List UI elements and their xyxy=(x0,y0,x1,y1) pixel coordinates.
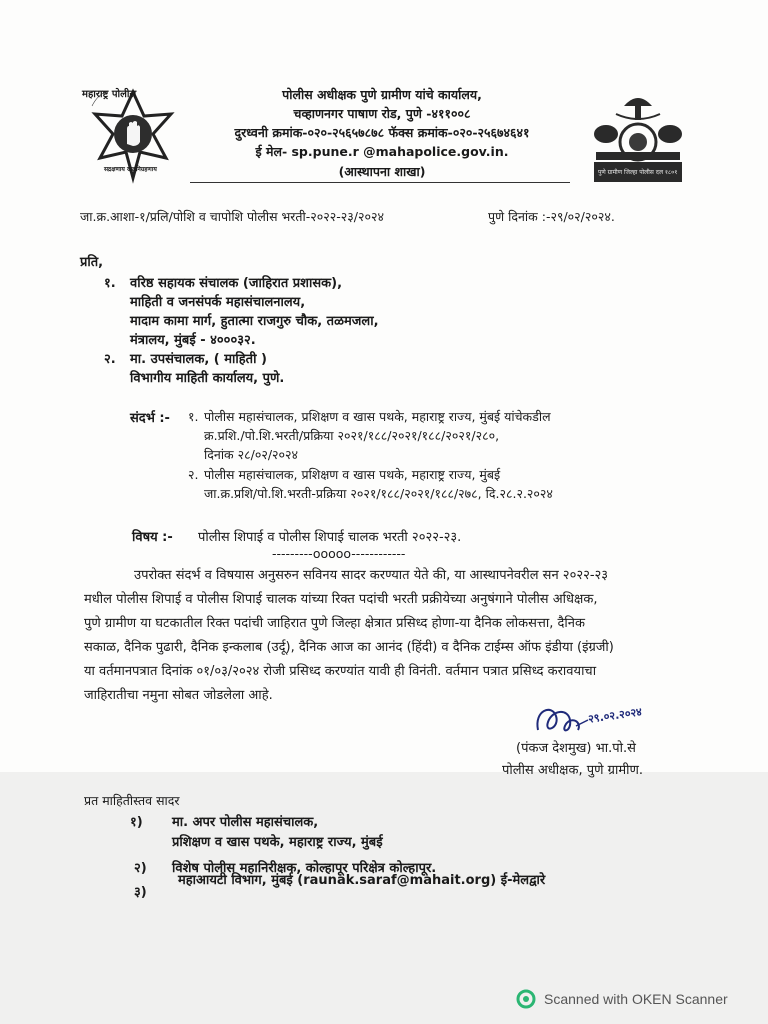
copy-line: मा. अपर पोलीस महासंचालक, xyxy=(172,815,319,830)
body-line: सकाळ, दैनिक पुढारी, दैनिक इन्कलाब (उर्दू), दैनिक आज का आनंद (हिंदी) व दैनिक टाईम्स ऑफ इंडीया (इंग्रजी) xyxy=(84,640,614,655)
reference-date: पुणे दिनांक :-२९/०२/२०२४. xyxy=(488,209,615,224)
recipient-number: २. xyxy=(104,352,116,367)
body-line: मधील पोलीस शिपाई व पोलीस शिपाई चालक यांच्या रिक्त पदांची भरती प्रक्रीयेच्या अनुषंगाने पोलीस अधिक्षक, xyxy=(84,592,598,607)
body-line: पुणे ग्रामीण या घटकातील रिक्त पदांची जाहिरात पुणे जिल्हा क्षेत्रात प्रसिध्द होणा-या दैनिक लोकसत्ता, दैनिक xyxy=(84,616,585,631)
logo-bottom-text: सद्रक्षणाय खलनिग्रहणाय xyxy=(104,166,157,173)
signatory-name: (पंकज देशमुख) भा.पो.से xyxy=(516,741,636,756)
office-phone-fax: दुरध्वनी क्रमांक-०२०-२५६५७८७८ फॅक्स क्रमांक-०२०-२५६७४६४१ xyxy=(234,125,530,140)
sandarbha-line: क्र.प्रशि./पो.शि.भरती/प्रक्रिया २०२१/१८८/२०२१/१८८/२०२१/२८०, xyxy=(204,428,500,443)
sandarbha-number: २. xyxy=(188,467,199,482)
recipient-line: मा. उपसंचालक, ( माहिती ) xyxy=(130,352,267,367)
copy-line: प्रशिक्षण व खास पथके, महाराष्ट्र राज्य, मुंबई xyxy=(172,835,383,850)
recipient-line: वरिष्ठ सहायक संचालक (जाहिरात प्रशासक), xyxy=(130,276,343,291)
recipient-line: विभागीय माहिती कार्यालय, पुणे. xyxy=(130,371,285,386)
sandarbha-line: पोलीस महासंचालक, प्रशिक्षण व खास पथके, महाराष्ट्र राज्य, मुंबई यांचेकडील xyxy=(204,409,551,424)
copy-heading: प्रत माहितीस्तव सादर xyxy=(84,793,180,808)
body-line: या वर्तमानपत्रात दिनांक ०१/०३/२०२४ रोजी प्रसिध्द करण्यांत यावी ही विनंती. वर्तमान पत्रात प्रसिध्द करावयाचा xyxy=(84,664,597,679)
sandarbha-number: १. xyxy=(188,409,199,424)
sandarbha-line: पोलीस महासंचालक, प्रशिक्षण व खास पथके, महाराष्ट्र राज्य, मुंबई xyxy=(204,467,501,482)
body-line: उपरोक्त संदर्भ व विषयास अनुसरुन सविनय सादर करण्यात येते की, या आस्थापनेवरील सन २०२२-२३ xyxy=(134,568,609,583)
scanner-watermark xyxy=(516,989,728,1009)
copy-number: ३) xyxy=(134,885,147,900)
subject-divider: ---------ooooo------------ xyxy=(272,546,406,561)
office-branch: (आस्थापना शाखा) xyxy=(338,164,426,179)
body-line: जाहिरातीचा नमुना सोबत जोडलेला आहे. xyxy=(84,688,273,703)
scanner-label: Scanned with OKEN Scanner xyxy=(544,991,728,1007)
copy-number: २) xyxy=(134,861,147,876)
office-address: चव्हाणनगर पाषाण रोड, पुणे -४११००८ xyxy=(293,106,471,121)
signature-date: २९.०२.२०२४ xyxy=(587,705,643,726)
reference-number: जा.क्र.आशा-१/प्रलि/पोशि व चापोशि पोलीस भरती-२०२२-२३/२०२४ xyxy=(80,209,384,224)
sandarbha-label: संदर्भ :- xyxy=(130,411,170,426)
copy-line: महाआयटी विभाग, मुंबई (raunak.saraf@mahait.org) ई-मेलद्वारे xyxy=(178,873,546,888)
recipient-number: १. xyxy=(104,276,116,291)
copy-number: १) xyxy=(130,815,143,830)
recipient-line: मंत्रालय, मुंबई - ४०००३२. xyxy=(130,333,256,348)
sandarbha-line: दिनांक २८/०२/२०२४ xyxy=(204,447,299,462)
emblem-caption: पुणे ग्रामीण जिल्हा पोलीस दल १८०१ xyxy=(598,169,678,176)
to-heading: प्रति, xyxy=(80,255,104,270)
signatory-designation: पोलीस अधीक्षक, पुणे ग्रामीण. xyxy=(502,763,644,778)
sandarbha-line: जा.क्र.प्रशि/पो.शि.भरती-प्रक्रिया २०२१/१८८/२०२१/१८८/२७८, दि.२८.२.२०२४ xyxy=(204,486,553,501)
recipient-line: मादाम कामा मार्ग, हुतात्मा राजगुरु चौक, तळमजला, xyxy=(130,314,379,329)
copy-line: विशेष पोलीस महानिरीक्षक, कोल्हापूर परिक्षेत्र कोल्हापूर. xyxy=(172,861,437,876)
oken-scanner-icon xyxy=(516,989,536,1009)
header-rule xyxy=(190,182,570,183)
logo-top-text: महाराष्ट्र पोलीस xyxy=(82,89,137,100)
scan-shadow-band xyxy=(0,772,768,1024)
office-name: पोलीस अधीक्षक पुणे ग्रामीण यांचे कार्यालय, xyxy=(282,87,482,102)
office-email: ई मेल- sp.pune.r @mahapolice.gov.in. xyxy=(255,144,509,159)
recipient-line: माहिती व जनसंपर्क महासंचालनालय, xyxy=(130,295,306,310)
subject-text: पोलीस शिपाई व पोलीस शिपाई चालक भरती २०२२-२३. xyxy=(198,530,462,545)
subject-label: विषय :- xyxy=(132,530,173,545)
